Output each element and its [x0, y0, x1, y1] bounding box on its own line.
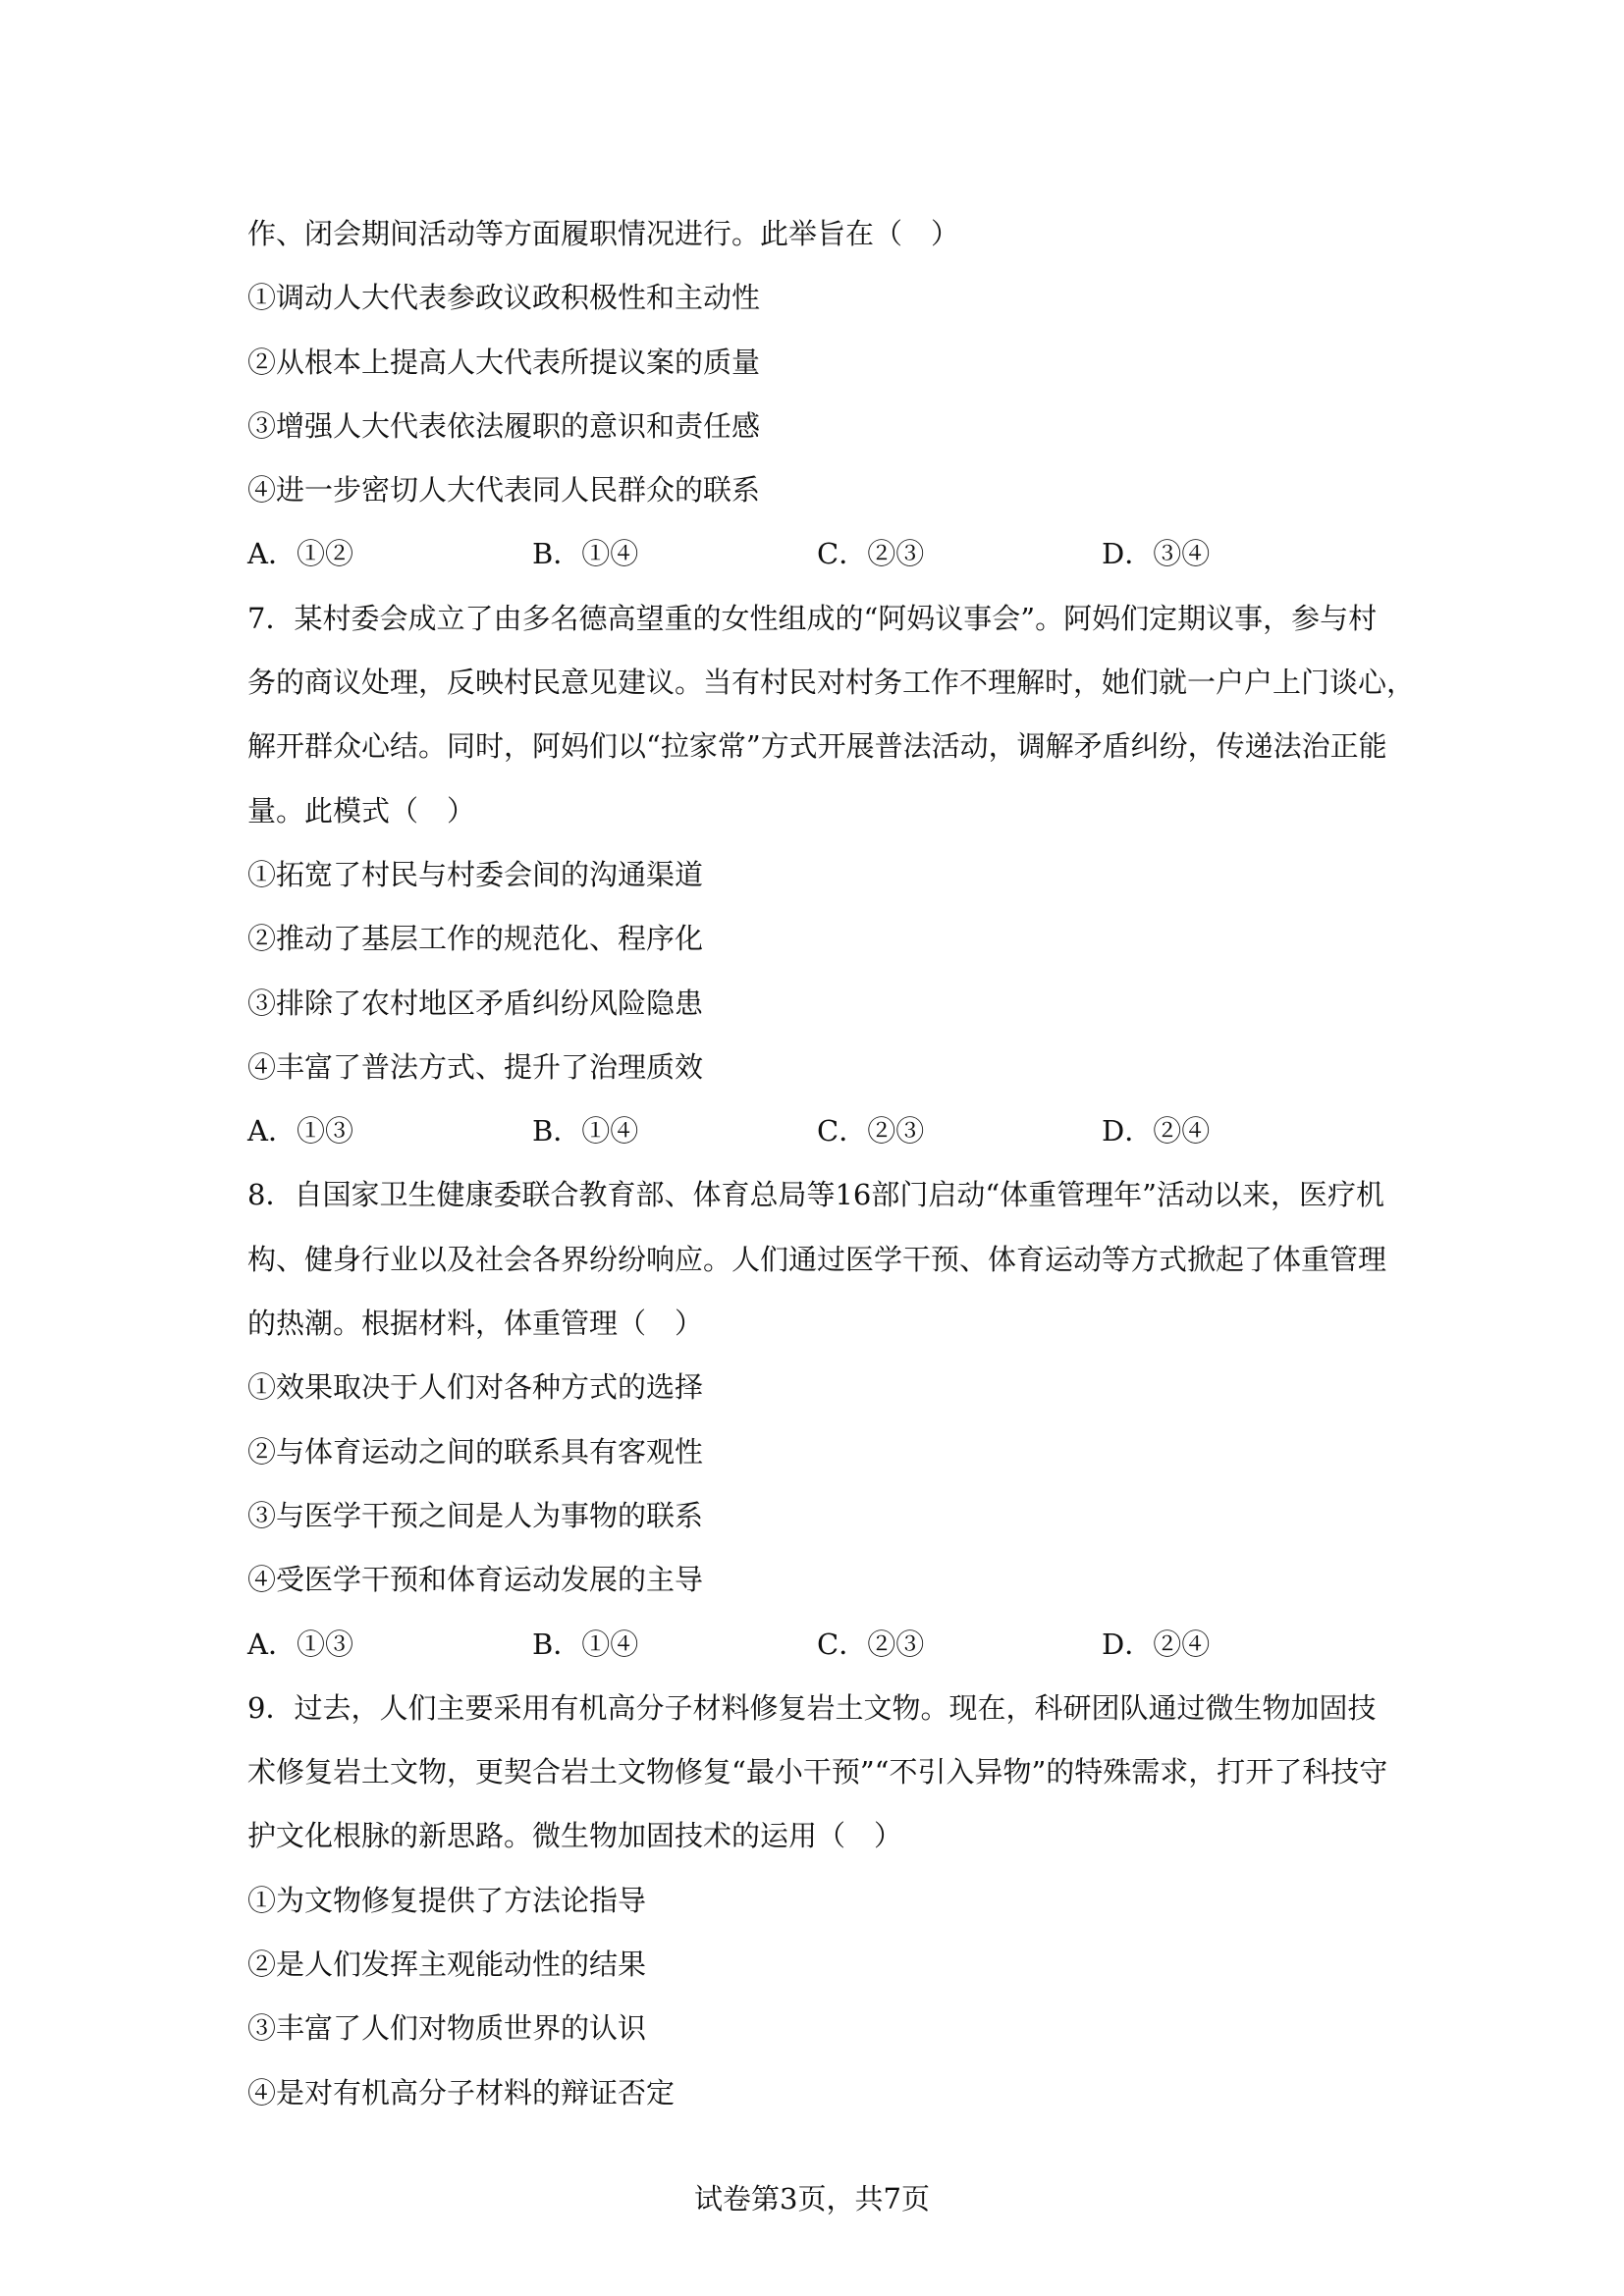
q7-option-a: A．①③	[247, 1114, 353, 1148]
q6-choice-3: ③增强人大代表依法履职的意识和责任感	[247, 408, 761, 443]
q7-stem-line: 量。此模式（ ）	[247, 793, 476, 828]
q9-choice-2: ②是人们发挥主观能动性的结果	[247, 1948, 647, 1982]
page-footer: 试卷第3页，共7页	[694, 2182, 930, 2216]
q7-option-b: B．①④	[532, 1114, 639, 1148]
q8-options	[247, 1613, 1386, 1677]
q7-option-d: D．②④	[1102, 1114, 1211, 1148]
q7-option-c: C．②③	[817, 1114, 925, 1148]
q8-option-d: D．②④	[1102, 1627, 1211, 1661]
q9-choice-1: ①为文物修复提供了方法论指导	[247, 1883, 647, 1917]
q6-choice-1: ①调动人大代表参政议政积极性和主动性	[247, 281, 761, 315]
q6-stem-line: 作、闭会期间活动等方面履职情况进行。此举旨在（ ）	[247, 217, 960, 250]
q6-option-b: B．①④	[532, 537, 639, 571]
q8-stem-line: 的热潮。根据材料，体重管理（ ）	[247, 1307, 704, 1341]
q6-option-d: D．③④	[1102, 537, 1211, 571]
q9-stem-line: 护文化根脉的新思路。微生物加固技术的运用（ ）	[247, 1819, 903, 1853]
q8-choice-1: ①效果取决于人们对各种方式的选择	[247, 1370, 704, 1405]
q7-stem-line: 解开群众心结。同时，阿妈们以“拉家常”方式开展普法活动，调解矛盾纠纷，传递法治正能	[247, 729, 1387, 764]
q9-stem-line: 术修复岩土文物，更契合岩土文物修复“最小干预”“不引入异物”的特殊需求，打开了科技守	[247, 1755, 1388, 1789]
q7-options	[247, 1099, 1386, 1163]
q7-stem-line: 7．某村委会成立了由多名德高望重的女性组成的“阿妈议事会”。阿妈们定期议事，参与村	[247, 601, 1378, 635]
q7-choice-3: ③排除了农村地区矛盾纠纷风险隐患	[247, 986, 704, 1020]
q7-choice-4: ④丰富了普法方式、提升了治理质效	[247, 1049, 704, 1084]
q6-option-a: A．①②	[247, 537, 353, 571]
q6-options	[247, 522, 1386, 586]
q7-choice-1: ①拓宽了村民与村委会间的沟通渠道	[247, 857, 704, 891]
q9-choice-4: ④是对有机高分子材料的辩证否定	[247, 2075, 676, 2109]
exam-page-body	[247, 202, 1416, 2125]
q8-option-c: C．②③	[817, 1627, 925, 1661]
q9-choice-3: ③丰富了人们对物质世界的认识	[247, 2011, 647, 2046]
q8-option-b: B．①④	[532, 1627, 639, 1661]
q8-stem-line: 构、健身行业以及社会各界纷纷响应。人们通过医学干预、体育运动等方式掀起了体重管理	[247, 1242, 1387, 1276]
q8-stem-line: 8．自国家卫生健康委联合教育部、体育总局等16部门启动“体重管理年”活动以来，医疗机	[247, 1178, 1385, 1212]
q7-stem-line: 务的商议处理，反映村民意见建议。当有村民对村务工作不理解时，她们就一户户上门谈心，	[247, 666, 1416, 700]
q6-option-c: C．②③	[817, 537, 925, 571]
q7-choice-2: ②推动了基层工作的规范化、程序化	[247, 922, 704, 956]
q8-choice-2: ②与体育运动之间的联系具有客观性	[247, 1434, 704, 1468]
q8-choice-4: ④受医学干预和体育运动发展的主导	[247, 1563, 704, 1597]
q6-choice-4: ④进一步密切人大代表同人民群众的联系	[247, 473, 761, 507]
q9-stem-line: 9．过去，人们主要采用有机高分子材料修复岩土文物。现在，科研团队通过微生物加固技	[247, 1690, 1377, 1725]
q6-choice-2: ②从根本上提高人大代表所提议案的质量	[247, 345, 761, 379]
q8-option-a: A．①③	[247, 1627, 353, 1661]
q8-choice-3: ③与医学干预之间是人为事物的联系	[247, 1498, 704, 1532]
